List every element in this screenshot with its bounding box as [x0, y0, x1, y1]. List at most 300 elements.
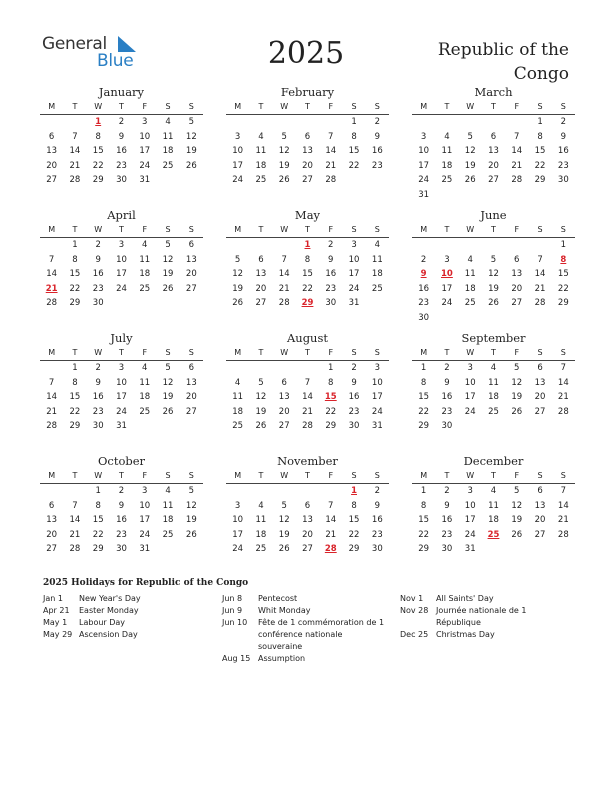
day: 2 [374, 117, 381, 127]
empty-day [435, 115, 458, 130]
day: 9 [444, 377, 450, 388]
day: 27 [278, 421, 290, 431]
day: 12 [162, 377, 174, 388]
day: 9 [95, 377, 101, 388]
day: 16 [348, 392, 360, 402]
day: 20 [278, 406, 290, 417]
day: 14 [325, 146, 337, 156]
weekday-label: T [305, 225, 310, 234]
empty-day [505, 238, 528, 253]
day: 19 [511, 392, 523, 402]
day: 2 [118, 117, 125, 127]
day: 23 [371, 160, 383, 171]
day: 21 [325, 529, 337, 540]
day: 8 [328, 377, 334, 388]
day: 31 [464, 544, 476, 554]
day: 30 [441, 421, 453, 431]
day: 19 [185, 146, 197, 156]
month-february [226, 84, 389, 188]
holiday-day: 1 [351, 486, 357, 496]
weekday-label: T [72, 471, 78, 480]
day: 19 [464, 160, 476, 171]
day: 14 [46, 392, 58, 402]
day: 15 [418, 392, 430, 402]
day: 13 [534, 500, 546, 511]
weekday-label: W [466, 102, 475, 111]
weekday-label: F [328, 102, 334, 111]
holiday-row [400, 629, 564, 641]
day: 2 [328, 240, 334, 250]
day: 3 [467, 486, 473, 496]
day: 27 [255, 298, 267, 308]
weekday-label: T [491, 471, 496, 480]
day: 20 [534, 515, 546, 525]
month-december [412, 453, 575, 557]
empty-day [319, 484, 342, 499]
page-title: 2025 [267, 36, 345, 71]
day: 31 [139, 175, 151, 185]
day: 6 [188, 240, 195, 250]
day: 11 [139, 254, 151, 265]
day: 23 [116, 160, 127, 171]
day: 7 [560, 363, 567, 373]
day: 3 [234, 500, 241, 511]
day: 23 [557, 160, 569, 171]
day: 5 [258, 377, 264, 388]
month-november [226, 453, 389, 557]
weekday-label: S [351, 225, 357, 234]
day: 25 [139, 406, 151, 417]
day: 26 [278, 175, 290, 185]
weekday-label: S [165, 225, 171, 234]
day: 11 [255, 146, 267, 156]
day: 24 [116, 406, 127, 417]
weekday-header [412, 346, 575, 361]
day: 25 [162, 160, 174, 171]
holiday-row [222, 653, 386, 665]
month-title: March [474, 85, 513, 99]
day: 20 [488, 160, 499, 171]
holiday-name: Fête de 1 commémoration de 1 conférence nationale souveraine [258, 618, 385, 651]
day: 25 [139, 283, 151, 294]
day: 10 [139, 500, 151, 511]
holiday-date: Nov 28 [400, 606, 429, 615]
day: 2 [444, 363, 450, 373]
day: 5 [234, 254, 241, 265]
day: 20 [46, 529, 58, 540]
holiday-name: Christmas Day [436, 630, 495, 639]
month-july [40, 330, 203, 434]
day: 25 [232, 421, 244, 431]
day: 4 [374, 240, 381, 250]
holiday-date: Aug 15 [222, 654, 251, 663]
weekday-label: M [234, 225, 242, 234]
holiday-row [400, 593, 564, 605]
day: 12 [232, 269, 244, 279]
day: 29 [69, 421, 81, 431]
day: 4 [165, 486, 171, 496]
day-grid [40, 484, 203, 557]
weekday-header [226, 223, 389, 238]
day: 15 [92, 515, 104, 525]
weekday-label: S [351, 102, 357, 111]
month-title: June [480, 208, 507, 222]
day: 20 [302, 529, 313, 540]
weekday-label: S [537, 348, 543, 357]
weekday-label: W [466, 348, 475, 357]
holiday-day: 25 [487, 529, 500, 540]
month-september [412, 330, 575, 434]
day: 2 [444, 486, 450, 496]
day: 7 [328, 131, 334, 142]
empty-day [273, 361, 296, 376]
day: 7 [560, 486, 567, 496]
day: 13 [534, 377, 546, 388]
day: 10 [464, 500, 476, 511]
day: 24 [418, 175, 430, 185]
day: 30 [371, 544, 383, 554]
weekday-label: T [305, 348, 310, 357]
day: 21 [325, 160, 337, 171]
day: 16 [92, 392, 104, 402]
empty-day [63, 484, 86, 499]
day: 21 [69, 160, 81, 171]
day-grid [40, 238, 203, 311]
day: 24 [441, 298, 453, 308]
day: 14 [511, 146, 523, 156]
day: 24 [139, 529, 151, 540]
day: 2 [95, 240, 101, 250]
day: 5 [165, 240, 171, 250]
day: 19 [488, 283, 499, 294]
day: 24 [116, 283, 127, 294]
weekday-label: F [328, 225, 334, 234]
day: 28 [46, 298, 58, 308]
holiday-day: 1 [304, 240, 311, 250]
weekday-label: S [188, 471, 194, 480]
holiday-day: 9 [420, 269, 427, 279]
month-title: April [107, 208, 136, 222]
day: 19 [511, 515, 523, 525]
day: 16 [371, 515, 383, 525]
empty-day [63, 115, 86, 130]
day: 13 [185, 377, 197, 388]
day: 25 [255, 175, 267, 185]
empty-day [249, 238, 272, 253]
empty-day [40, 238, 63, 253]
day: 17 [418, 160, 430, 171]
country-line-1: Republic of the [437, 40, 569, 60]
day: 5 [281, 500, 287, 511]
day-grid [40, 361, 203, 434]
day: 8 [420, 500, 427, 511]
weekday-label: S [560, 348, 566, 357]
empty-day [412, 115, 435, 130]
day: 25 [255, 544, 267, 554]
weekday-label: W [466, 225, 475, 234]
day: 12 [185, 500, 197, 511]
day: 20 [46, 160, 58, 171]
day: 24 [464, 529, 476, 540]
day: 19 [278, 160, 290, 171]
empty-day [459, 238, 482, 253]
day: 29 [418, 421, 430, 431]
day: 22 [418, 529, 430, 540]
holiday-name: Journée nationale de 1 République [436, 606, 527, 627]
weekday-header [40, 100, 203, 115]
weekday-label: W [280, 471, 289, 480]
day: 6 [304, 131, 311, 142]
month-january [40, 84, 203, 188]
month-title: October [97, 454, 146, 468]
day: 10 [116, 254, 127, 265]
weekday-label: M [420, 225, 428, 234]
day: 6 [48, 500, 55, 511]
day: 4 [165, 117, 171, 127]
day: 6 [537, 363, 543, 373]
weekday-label: W [94, 225, 103, 234]
day: 1 [328, 363, 334, 373]
day: 6 [258, 254, 264, 265]
day: 18 [464, 283, 476, 294]
day: 9 [118, 131, 125, 142]
day: 8 [420, 377, 427, 388]
day: 10 [348, 254, 360, 265]
month-title: September [461, 331, 526, 345]
weekday-label: M [420, 102, 428, 111]
day-grid [226, 361, 389, 434]
weekday-label: T [72, 348, 78, 357]
holiday-row [43, 593, 141, 605]
weekday-header [40, 223, 203, 238]
day: 9 [95, 254, 101, 265]
day: 3 [234, 131, 241, 142]
day: 11 [139, 377, 151, 388]
day: 20 [185, 392, 197, 402]
day: 1 [351, 117, 357, 127]
weekday-label: M [234, 471, 242, 480]
day: 13 [278, 392, 290, 402]
holiday-row [222, 605, 386, 617]
day: 14 [302, 392, 313, 402]
day: 16 [418, 283, 430, 294]
day: 1 [95, 486, 101, 496]
day: 7 [72, 131, 78, 142]
weekday-label: M [420, 471, 428, 480]
day: 5 [514, 363, 520, 373]
day: 27 [302, 175, 313, 185]
day: 12 [488, 269, 499, 279]
day: 23 [325, 283, 337, 294]
day: 29 [348, 544, 360, 554]
day-grid [226, 484, 389, 557]
weekday-header [226, 100, 389, 115]
day: 17 [116, 392, 127, 402]
day: 8 [351, 500, 357, 511]
holiday-date: May 29 [43, 630, 73, 639]
day: 8 [72, 254, 78, 265]
day: 31 [139, 544, 151, 554]
month-title: December [463, 454, 524, 468]
weekday-label: M [48, 102, 56, 111]
holiday-day: 28 [324, 544, 337, 554]
day: 15 [302, 269, 313, 279]
weekday-label: S [560, 471, 566, 480]
day: 13 [46, 515, 58, 525]
day: 30 [92, 298, 104, 308]
month-title: May [294, 208, 321, 222]
day: 21 [278, 283, 290, 294]
holiday-day: 21 [45, 283, 58, 294]
holiday-row [43, 617, 141, 629]
day: 12 [511, 377, 523, 388]
day: 10 [139, 131, 151, 142]
day: 18 [441, 160, 453, 171]
day: 8 [72, 377, 78, 388]
day: 27 [185, 283, 197, 294]
empty-day [482, 115, 505, 130]
day: 23 [441, 529, 453, 540]
day: 11 [488, 500, 499, 511]
weekday-label: M [48, 348, 56, 357]
weekday-label: S [374, 348, 380, 357]
day: 5 [490, 254, 497, 265]
day: 4 [490, 363, 497, 373]
day: 28 [69, 544, 81, 554]
weekday-label: W [280, 225, 289, 234]
weekday-label: F [514, 471, 520, 480]
day: 11 [255, 515, 267, 525]
holiday-day: 15 [324, 392, 337, 402]
day: 19 [162, 269, 174, 279]
day: 26 [185, 529, 197, 540]
day: 10 [464, 377, 476, 388]
day: 21 [534, 283, 546, 294]
day: 25 [488, 406, 499, 417]
day: 15 [418, 515, 430, 525]
day: 18 [162, 146, 174, 156]
weekday-label: S [537, 225, 543, 234]
weekday-label: T [119, 225, 124, 234]
day: 29 [325, 421, 337, 431]
day: 24 [464, 406, 476, 417]
holiday-day: 29 [301, 298, 314, 308]
day-grid [412, 238, 575, 325]
day: 20 [534, 392, 546, 402]
weekday-label: S [351, 471, 357, 480]
holiday-date: Jun 10 [222, 618, 248, 627]
day: 30 [348, 421, 360, 431]
logo-general-text: General [42, 34, 107, 54]
weekday-label: T [491, 102, 496, 111]
day: 13 [511, 269, 523, 279]
day: 13 [302, 146, 313, 156]
day: 5 [188, 486, 195, 496]
day: 13 [255, 269, 267, 279]
day: 27 [46, 544, 58, 554]
day: 12 [185, 131, 197, 142]
day: 2 [420, 254, 427, 265]
day: 17 [441, 283, 453, 294]
day: 7 [72, 500, 78, 511]
weekday-header [412, 469, 575, 484]
day: 9 [444, 500, 450, 511]
day: 17 [116, 269, 127, 279]
day: 2 [351, 363, 357, 373]
day: 13 [488, 146, 499, 156]
day: 15 [534, 146, 546, 156]
day: 30 [116, 544, 127, 554]
day: 1 [72, 240, 78, 250]
day: 9 [374, 131, 381, 142]
day: 21 [302, 406, 313, 417]
day: 6 [281, 377, 287, 388]
day: 7 [537, 254, 543, 265]
empty-day [226, 238, 249, 253]
day: 18 [255, 160, 267, 171]
day: 2 [95, 363, 101, 373]
day: 14 [69, 146, 81, 156]
holiday-column [43, 593, 141, 641]
weekday-header [412, 223, 575, 238]
day: 5 [165, 363, 171, 373]
empty-day [296, 361, 319, 376]
holiday-date: Jun 8 [222, 594, 243, 603]
day-grid [412, 115, 575, 202]
day: 6 [490, 131, 497, 142]
day: 30 [441, 544, 453, 554]
day: 5 [281, 131, 287, 142]
day: 8 [95, 131, 101, 142]
weekday-label: T [491, 348, 496, 357]
day: 18 [232, 406, 244, 417]
holiday-name: Labour Day [79, 618, 126, 627]
day: 22 [69, 406, 81, 417]
weekday-label: S [188, 102, 194, 111]
day: 26 [488, 298, 499, 308]
empty-day [249, 115, 272, 130]
weekday-label: W [466, 471, 475, 480]
weekday-header [226, 346, 389, 361]
day-grid [226, 115, 389, 188]
empty-day [249, 484, 272, 499]
day-grid [412, 361, 575, 434]
day: 2 [374, 486, 381, 496]
day: 14 [278, 269, 290, 279]
day: 3 [374, 363, 381, 373]
month-march [412, 84, 575, 202]
day: 3 [118, 240, 125, 250]
day: 21 [511, 160, 523, 171]
weekday-label: T [444, 225, 450, 234]
day: 15 [92, 146, 104, 156]
month-title: January [98, 85, 145, 99]
day: 28 [557, 529, 569, 540]
day: 4 [142, 363, 148, 373]
weekday-label: S [537, 102, 543, 111]
weekday-label: S [537, 471, 543, 480]
holiday-date: May 1 [43, 618, 68, 627]
day: 31 [116, 421, 127, 431]
day: 28 [46, 421, 58, 431]
day: 28 [69, 175, 81, 185]
country-name [438, 38, 569, 86]
country-line-2: Congo [513, 64, 569, 84]
empty-day [226, 115, 249, 130]
weekday-label: T [258, 348, 264, 357]
weekday-label: S [165, 102, 171, 111]
day: 6 [48, 131, 55, 142]
